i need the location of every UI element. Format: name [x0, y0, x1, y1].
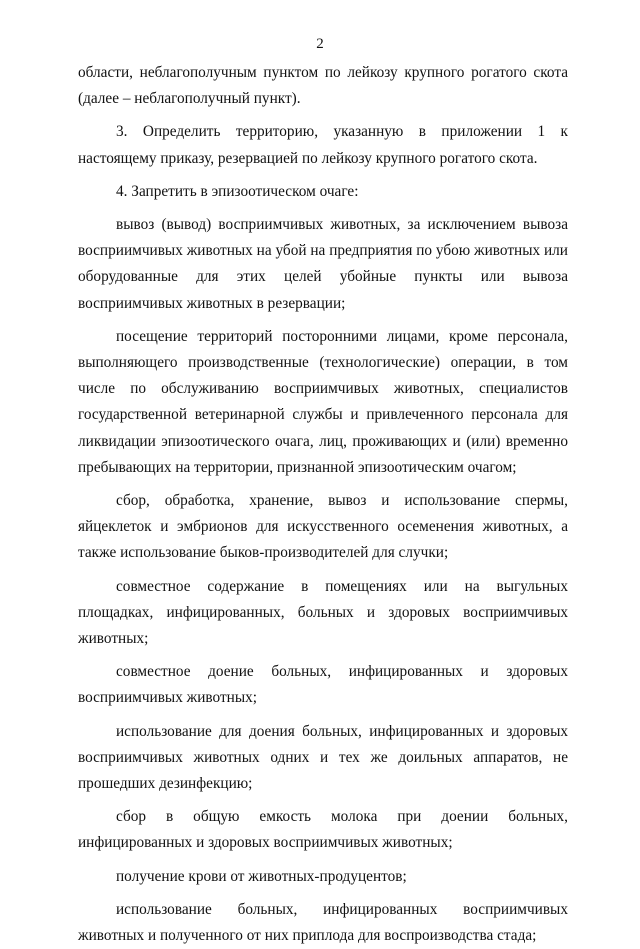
prohibition-milking-equipment: использование для доения больных, инфицированных и здоровых восприимчивых животных одних и тех же доильных аппаратов, не прошедших дезинфекцию;	[78, 722, 568, 793]
paragraph-item-3: 3. Определить территорию, указанную в приложении 1 к настоящему приказу, резервацией по лейкозу крупного рогатого скота.	[78, 123, 568, 167]
prohibition-milk-collection: сбор в общую емкость молока при доении больных, инфицированных и здоровых восприимчивых животных;	[78, 808, 568, 852]
page-number: 2	[316, 36, 324, 52]
prohibition-blood: получение крови от животных-продуцентов;	[116, 867, 407, 885]
paragraph-item-4: 4. Запретить в эпизоотическом очаге:	[116, 182, 359, 200]
prohibition-visits: посещение территорий посторонними лицами, кроме персонала, выполняющего производственные (технологические) операции, в том числе по обслуживанию восприимчивых животных, специалистов государственной ветеринарной службы и привлеченного персонала для ликвидации эпизоотического очага, лиц, проживающих и (или) временно пребывающих на территории, признанной эпизоотическим очагом;	[78, 327, 568, 476]
prohibition-reproduction: использование больных, инфицированных восприимчивых животных и полученного от них приплода для воспроизводства стада;	[78, 900, 568, 945]
prohibition-semen: сбор, обработка, хранение, вывоз и использование спермы, яйцеклеток и эмбрионов для искусственного осеменения животных, а также использование быков-производителей для случки;	[78, 492, 568, 562]
prohibition-joint-keeping: совместное содержание в помещениях или на выгульных площадках, инфицированных, больных и здоровых восприимчивых животных;	[78, 577, 568, 648]
prohibition-joint-milking: совместное доение больных, инфицированных и здоровых восприимчивых животных;	[78, 663, 568, 707]
prohibition-export: вывоз (вывод) восприимчивых животных, за исключением вывоза восприимчивых животных на убой на предприятия по убою животных или оборудованные для этих целей убойные пункты или вывоза восприимчивых животных в резервации;	[78, 216, 568, 312]
paragraph-continuation: области, неблагополучным пунктом по лейкозу крупного рогатого скота (далее – неблагополучный пункт).	[78, 64, 568, 108]
document-body	[78, 60, 568, 949]
